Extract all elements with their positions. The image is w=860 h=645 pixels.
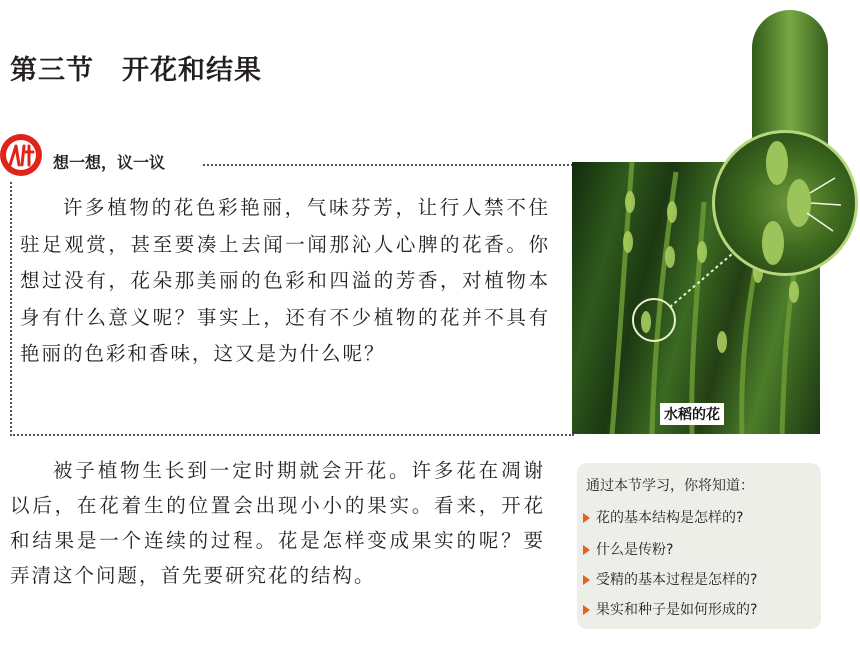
objective-item xyxy=(583,569,757,589)
bullet-triangle-icon xyxy=(583,605,590,615)
bullet-triangle-icon xyxy=(583,575,590,585)
objective-item xyxy=(583,507,743,527)
objective-text: 花的基本结构是怎样的? xyxy=(596,510,744,526)
learning-objectives-box xyxy=(577,463,821,629)
bullet-triangle-icon xyxy=(583,545,590,555)
main-paragraph: 被子植物生长到一定时期就会开花。许多花在凋谢以后，在花着生的位置会出现小小的果实。看来，开花和结果是一个连续的过程。花是怎样变成果实的呢？要弄清这个问题，首先要研究花的结构。 xyxy=(10,459,545,587)
objective-text: 受精的基本过程是怎样的? xyxy=(596,572,758,588)
photo-caption: 水稻的花 xyxy=(660,403,724,425)
think-discuss-text: 许多植物的花色彩艳丽，气味芬芳，让行人禁不住驻足观赏，甚至要凑上去闻一闻那沁人心脾的花香。你想过没有，花朵那美丽的色彩和四溢的芳香，对植物本身有什么意义呢？事实上，还有不少植物的花并不具有艳丽的色彩和香味，这又是为什么呢？ xyxy=(20,196,550,365)
bullet-triangle-icon xyxy=(583,513,590,523)
think-discuss-logo-icon xyxy=(0,132,46,178)
rice-flower-magnified-circle xyxy=(712,130,858,276)
objective-text: 什么是传粉? xyxy=(596,542,674,558)
objective-text: 果实和种子是如何形成的? xyxy=(596,602,758,618)
objective-item xyxy=(583,539,673,559)
think-discuss-heading: 想一想，议一议 xyxy=(53,153,166,172)
objective-item xyxy=(583,599,757,619)
objectives-title: 通过本节学习，你将知道： xyxy=(586,478,754,494)
dotted-divider xyxy=(203,164,573,166)
section-title: 第三节 开花和结果 xyxy=(10,55,262,86)
